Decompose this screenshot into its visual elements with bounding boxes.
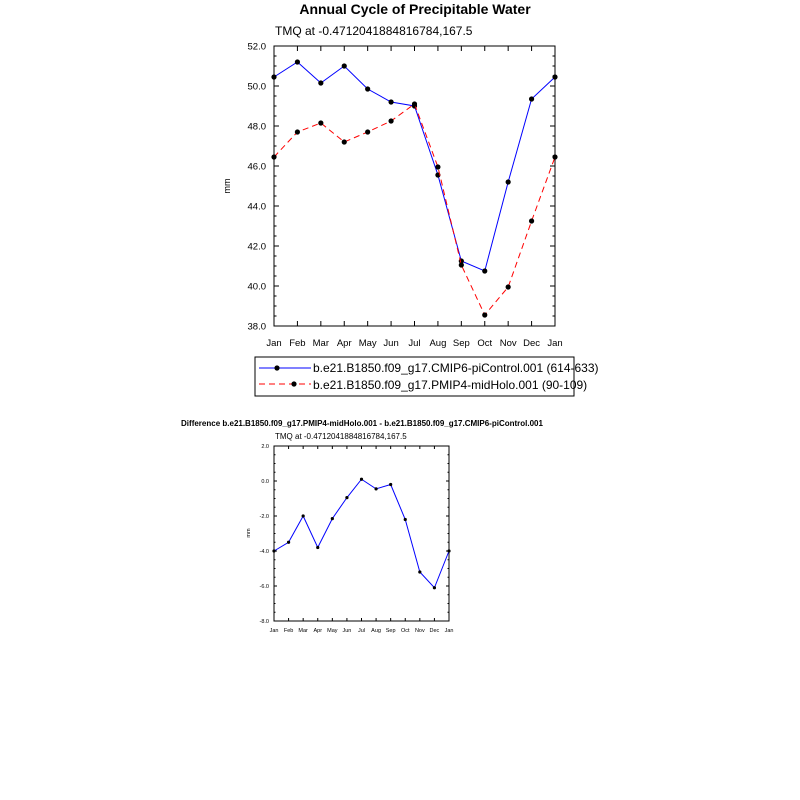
main-series-1-point — [318, 120, 323, 125]
difference-series-0-point — [302, 514, 305, 517]
difference-series-0-point — [360, 478, 363, 481]
legend-entry-midholo — [259, 378, 587, 392]
difference-x-tick-label: Mar — [298, 628, 308, 634]
main-series-1-point — [388, 118, 393, 123]
difference-x-tick-label: Nov — [414, 628, 425, 634]
main-x-tick-label: Aug — [429, 338, 447, 349]
difference-series-0-point — [287, 541, 290, 544]
difference-series-0-point — [331, 517, 334, 520]
difference-plot-frame — [274, 446, 449, 621]
main-plot-area — [248, 42, 563, 350]
difference-series-0-point — [316, 546, 319, 549]
legend-marker-picontrol — [274, 365, 279, 370]
main-x-tick-label: Oct — [477, 338, 493, 349]
difference-chart-title: Difference b.e21.B1850.f09_g17.PMIP4-midHolo.001 - b.e21.B1850.f09_g17.CMIP6-piControl.001 — [181, 419, 543, 428]
difference-series-0-point — [418, 570, 421, 573]
difference-x-tick-label: Feb — [283, 628, 294, 634]
main-x-tick-label: Jul — [408, 338, 421, 349]
main-y-axis-label: mm — [222, 178, 232, 194]
main-series-0-point — [295, 59, 300, 64]
difference-y-tick-label: -2.0 — [259, 514, 269, 520]
main-y-tick-label: 42.0 — [247, 241, 266, 253]
main-y-tick-label: 44.0 — [247, 201, 266, 213]
difference-plot-area — [260, 444, 454, 634]
main-plot-frame — [274, 46, 555, 326]
main-series-0-point — [271, 74, 276, 79]
difference-series-0-point — [447, 549, 450, 552]
main-y-tick-label: 48.0 — [247, 121, 266, 133]
main-chart-title: Annual Cycle of Precipitable Water — [299, 1, 531, 17]
main-y-tick-label: 52.0 — [247, 41, 266, 53]
main-y-tick-label: 46.0 — [247, 161, 266, 173]
main-series-1-point — [459, 262, 464, 267]
difference-series-0-point — [272, 549, 275, 552]
main-x-tick-label: Nov — [499, 338, 517, 349]
main-series-0-point — [342, 63, 347, 68]
main-x-tick-label: Mar — [312, 338, 330, 349]
main-series-0-point — [318, 80, 323, 85]
difference-series-line-0 — [274, 479, 449, 588]
difference-y-tick-label: 0.0 — [261, 479, 269, 485]
main-series-0-point — [552, 74, 557, 79]
main-x-tick-label: May — [358, 338, 377, 349]
main-x-tick-label: Feb — [289, 338, 306, 349]
difference-x-tick-label: Jul — [357, 628, 366, 634]
main-x-tick-label: Jun — [383, 338, 399, 349]
main-chart-subtitle: TMQ at -0.4712041884816784,167.5 — [275, 24, 473, 38]
difference-x-tick-label: Dec — [429, 628, 440, 634]
difference-x-tick-label: May — [327, 628, 338, 634]
main-x-tick-label: Apr — [336, 338, 352, 349]
main-y-tick-label: 40.0 — [247, 281, 266, 293]
difference-x-tick-label: Aug — [371, 628, 381, 634]
main-series-0-point — [388, 99, 393, 104]
difference-y-tick-label: -4.0 — [259, 549, 269, 555]
main-series-line-1 — [274, 104, 555, 315]
difference-x-tick-label: Jun — [342, 628, 352, 634]
main-y-tick-label: 50.0 — [247, 81, 266, 93]
main-series-1-point — [295, 129, 300, 134]
difference-x-tick-label: Jan — [444, 628, 454, 634]
legend-entry-picontrol — [259, 361, 599, 375]
difference-x-tick-label: Sep — [385, 628, 396, 634]
main-y-tick-label: 38.0 — [247, 321, 266, 333]
main-x-tick-label: Jan — [266, 338, 282, 349]
difference-series-0-point — [345, 496, 348, 499]
main-series-1-point — [365, 129, 370, 134]
main-series-1-point — [435, 164, 440, 169]
legend-label-midholo: b.e21.B1850.f09_g17.PMIP4-midHolo.001 (90-109) — [313, 378, 588, 392]
main-series-1-point — [552, 154, 557, 159]
main-series-1-point — [412, 101, 417, 106]
main-series-0-point — [506, 179, 511, 184]
main-x-tick-label: Sep — [452, 338, 470, 349]
difference-x-tick-label: Apr — [313, 628, 323, 634]
difference-series-0-point — [404, 518, 407, 521]
legend-label-picontrol: b.e21.B1850.f09_g17.CMIP6-piControl.001 (614-633) — [313, 361, 599, 375]
main-series-1-point — [529, 218, 534, 223]
main-series-0-point — [482, 268, 487, 273]
legend-marker-midholo — [291, 381, 296, 386]
difference-series-0-point — [374, 487, 377, 490]
difference-y-axis-label: mm — [246, 528, 252, 538]
difference-series-0-point — [433, 586, 436, 589]
difference-series-0-point — [389, 483, 392, 486]
main-series-0-point — [365, 86, 370, 91]
main-series-0-point — [529, 96, 534, 101]
main-series-line-0 — [274, 62, 555, 271]
difference-y-tick-label: -8.0 — [259, 619, 269, 625]
difference-x-tick-label: Oct — [400, 628, 410, 634]
difference-chart-subtitle: TMQ at -0.4712041884816784,167.5 — [275, 432, 407, 441]
main-series-1-point — [271, 154, 276, 159]
main-series-1-point — [482, 312, 487, 317]
difference-x-tick-label: Jan — [269, 628, 279, 634]
difference-y-tick-label: 2.0 — [261, 444, 269, 450]
difference-y-tick-label: -6.0 — [259, 584, 269, 590]
main-series-1-point — [342, 139, 347, 144]
main-legend — [255, 357, 599, 396]
main-series-1-point — [506, 284, 511, 289]
main-x-tick-label: Dec — [523, 338, 541, 349]
main-x-tick-label: Jan — [547, 338, 563, 349]
